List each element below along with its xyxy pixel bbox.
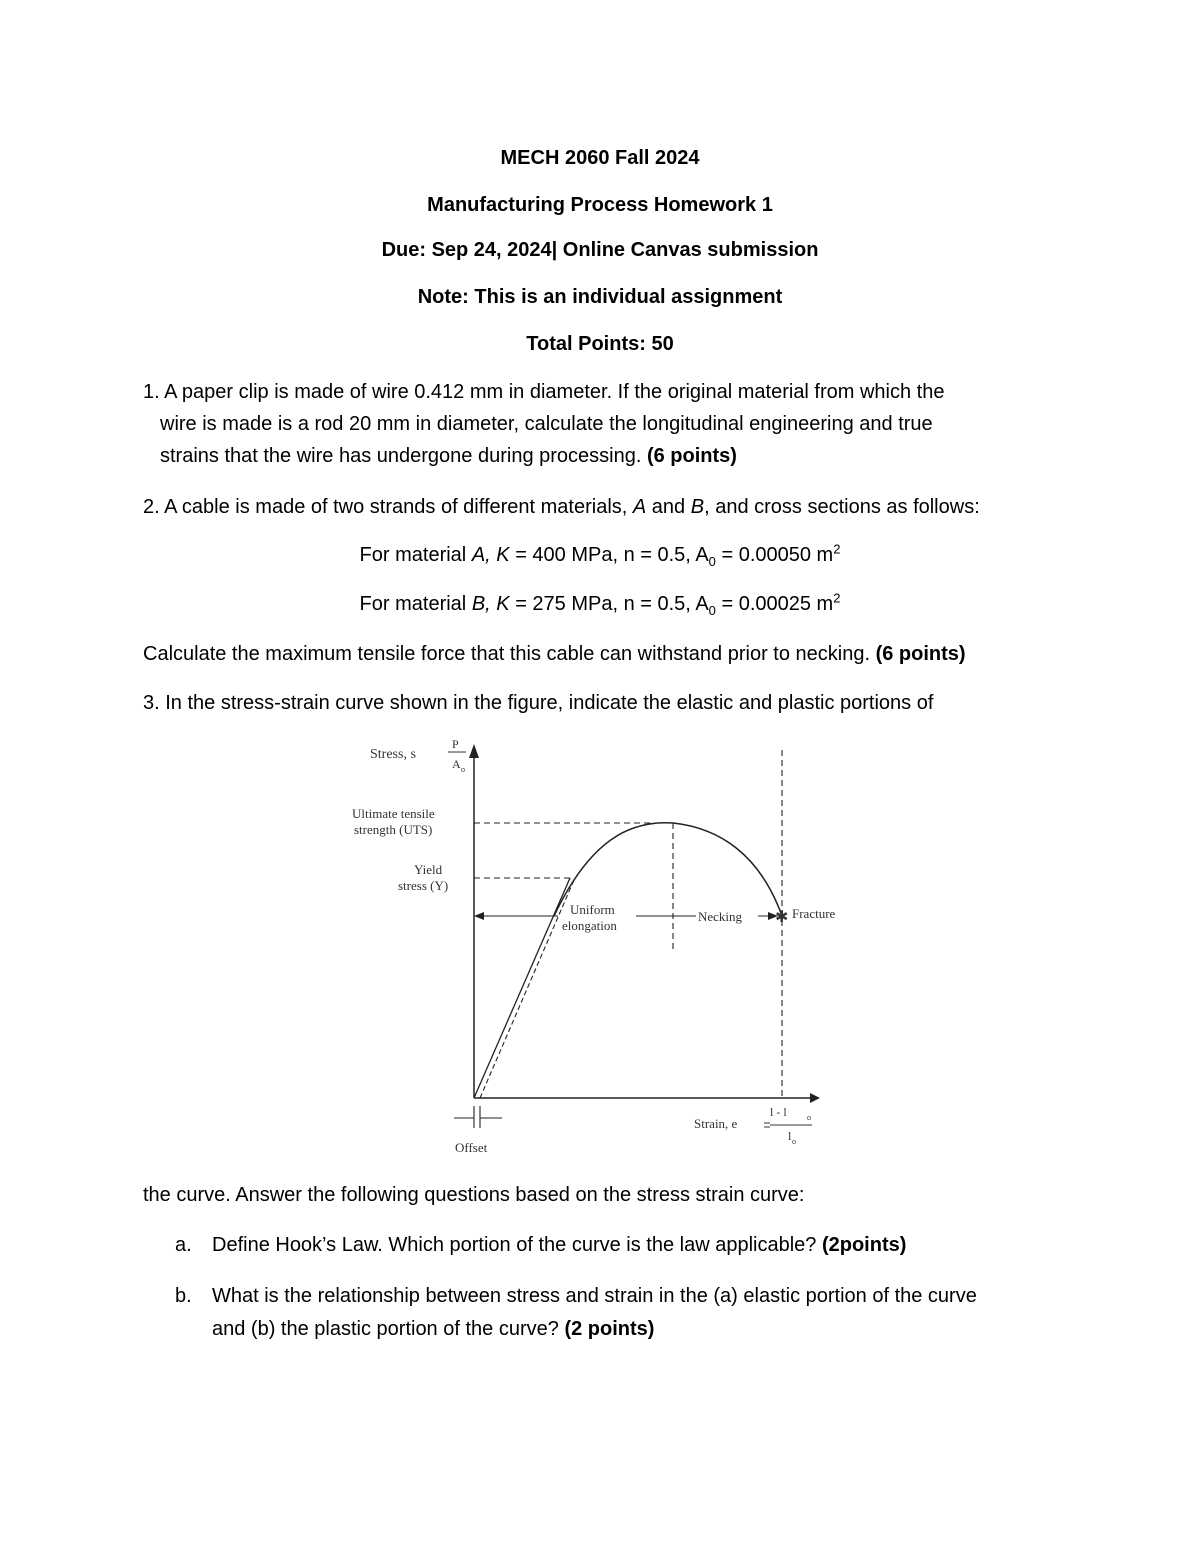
assignment-note: Note: This is an individual assignment [417,286,783,308]
uts-label-line-1: Ultimate tensile [352,806,435,821]
q1-line-2: wire is made is a rod 20 mm in diameter, calculate the longitudinal engineering and true [160,413,933,435]
q2-calc [143,642,966,666]
material-a-var: A, [471,544,491,566]
q1-line-1: 1. A paper clip is made of wire 0.412 mm in diameter. If the original material from which the [143,381,945,403]
q1-points: (6 points) [646,445,737,467]
q2-points: (6 points) [875,643,966,665]
uniform-label-line-2: elongation [562,918,617,933]
material-b-line [0,592,1200,616]
elongation-left-arrowhead-icon [474,912,484,920]
q3b-label: b. [175,1285,192,1307]
q3b-text-1: What is the relationship between stress and strain in the (a) elastic portion of the curve [212,1285,977,1307]
q2-and: and [651,496,686,518]
material-b-sup: 2 [833,590,841,606]
material-b-prefix: For material [359,593,467,615]
q3a-points: (2points) [821,1234,907,1256]
stress-denominator: A [452,757,461,771]
strain-label: Strain, e [694,1116,738,1131]
q3-line-2: the curve. Answer the following questions based on the stress strain curve: [143,1184,805,1206]
q2-intro-rest: , and cross sections as follows: [704,496,980,518]
material-a-prefix: For material [359,544,467,566]
yield-label-line-2: stress (Y) [398,878,449,893]
fracture-mark-icon: ✱ [775,909,789,926]
offset-label: Offset [455,1140,488,1155]
material-a-sub: 0 [708,554,716,569]
strain-denominator: l [788,1129,792,1143]
uniform-label-line-1: Uniform [570,902,615,917]
strain-denominator-sub: o [792,1137,796,1146]
q3a-question: Define Hook’s Law. Which portion of the curve is the law applicable? [212,1234,817,1256]
material-b-area: = 0.00025 m [721,593,834,615]
stress-label: Stress, s [370,747,416,762]
q1-line-3 [160,444,737,468]
material-a-values: = 400 MPa, n = 0.5, A [515,544,709,566]
q3-line-1: 3. In the stress-strain curve shown in the figure, indicate the elastic and plastic portions of [143,692,934,714]
material-a-sup: 2 [833,541,841,557]
y-axis-arrow-icon [469,744,479,758]
q3a-label: a. [175,1234,192,1256]
course-title: MECH 2060 Fall 2024 [500,147,700,169]
q3b-question-end: and (b) the plastic portion of the curve? [212,1318,559,1340]
offset-line [480,880,574,1098]
fracture-label: Fracture [792,906,836,921]
due-date: Due: Sep 24, 2024| Online Canvas submission [381,239,819,261]
stress-numerator: P [452,737,459,751]
stress-strain-figure [340,730,870,1160]
q1-line-3-text: strains that the wire has undergone during processing. [160,445,642,467]
x-axis-arrow-icon [810,1093,820,1103]
material-a-line [0,543,1200,567]
material-a-area: = 0.00050 m [721,544,834,566]
material-b-k: K [496,593,510,615]
q3a-text [212,1233,906,1257]
q2-intro-text: 2. A cable is made of two strands of different materials, [143,496,628,518]
necking-label: Necking [698,909,743,924]
stress-denominator-sub: o [461,765,465,774]
material-a-k: K [496,544,510,566]
strain-numerator-sub: o [807,1113,811,1122]
strain-numerator: l - l [770,1105,787,1119]
q3b-text-2 [212,1317,654,1341]
homework-title: Manufacturing Process Homework 1 [427,194,773,216]
q2-intro [143,495,980,519]
material-b-sub: 0 [708,603,716,618]
material-b-var: B, [471,593,491,615]
q3b-points: (2 points) [564,1318,655,1340]
q2-calc-text: Calculate the maximum tensile force that this cable can withstand prior to necking. [143,643,871,665]
q2-var-b: B [690,496,705,518]
uts-label-line-2: strength (UTS) [354,822,433,837]
material-b-values: = 275 MPa, n = 0.5, A [515,593,709,615]
total-points: Total Points: 50 [526,333,674,355]
q2-var-a: A [632,496,647,518]
yield-label-line-1: Yield [414,862,443,877]
